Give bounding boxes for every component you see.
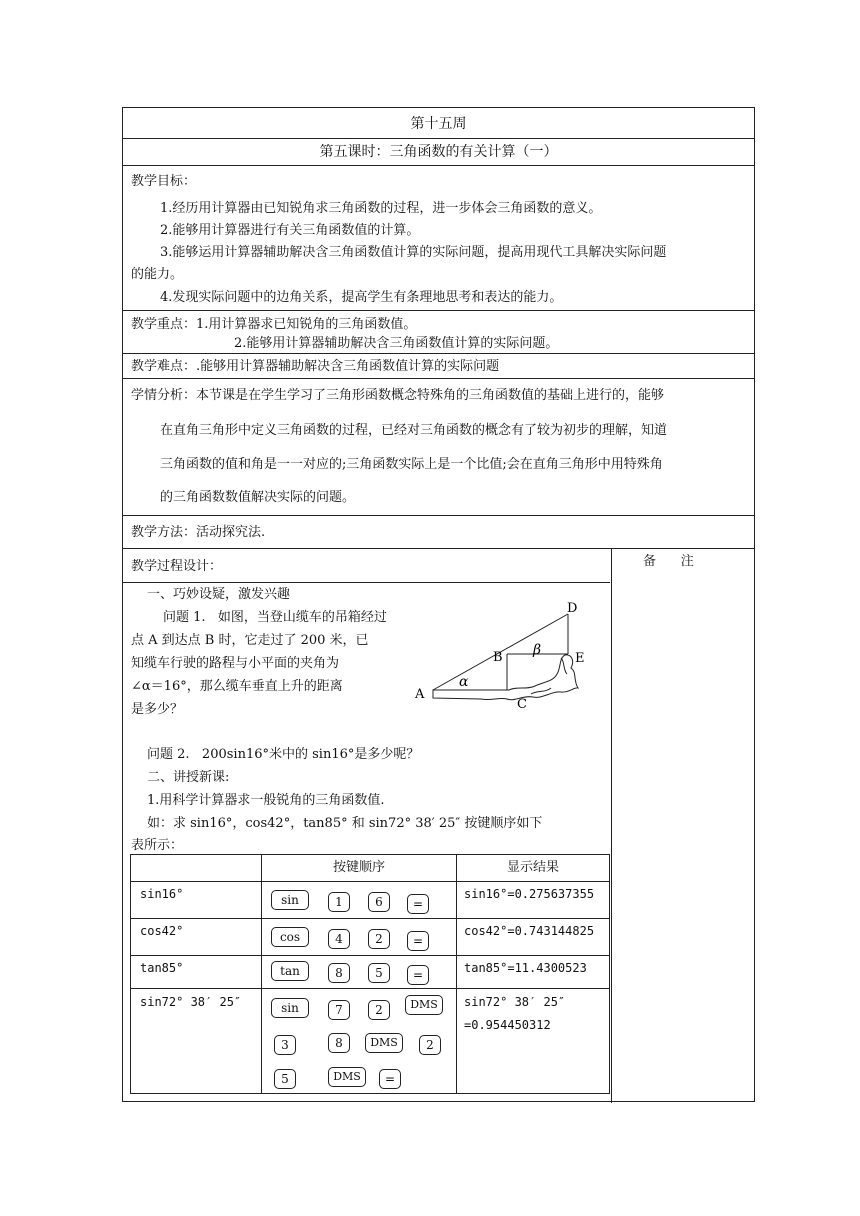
row-divider: [123, 138, 754, 139]
problem1-line: ∠α＝16°，那么缆车垂直上升的距离: [131, 679, 343, 694]
problem1-line: 问题 1. 如图，当登山缆车的吊箱经过: [163, 610, 387, 625]
table-cell-result: sin72° 38′ 25″: [464, 995, 566, 1009]
cable-car-figure: [411, 598, 591, 710]
row-divider: [123, 310, 754, 311]
calc-key: 2: [368, 929, 390, 949]
calc-key: =: [407, 894, 429, 914]
table-header: 按键顺序: [332, 860, 385, 875]
section-heading: 一、巧妙设疑，激发兴趣: [147, 587, 291, 602]
row-divider: [123, 165, 754, 166]
example-line: 表所示：: [131, 838, 184, 853]
figure-label-beta: β: [533, 642, 542, 658]
col-divider: [456, 855, 457, 1093]
table-cell-expr: tan85°: [140, 961, 184, 975]
table-cell-expr: sin72° 38′ 25″: [140, 995, 242, 1009]
objective-item: 2.能够用计算器进行有关三角函数值的计算。: [160, 223, 420, 238]
calc-key: 2: [419, 1035, 441, 1055]
figure-label-A: A: [415, 687, 425, 702]
method-line: 教学方法：活动探究法.: [131, 525, 266, 540]
calc-key: =: [407, 965, 429, 985]
difficulty-line: 教学难点：.能够用计算器辅助解决含三角函数值计算的实际问题: [131, 359, 500, 374]
calc-key: tan: [271, 961, 309, 981]
key-points-line: 2.能够用计算器辅助解决含三角函数值计算的实际问题。: [234, 336, 559, 351]
row-divider: [131, 918, 609, 919]
problem1-line: 点 A 到达点 B 时，它走过了 200 米，已: [131, 633, 369, 648]
objective-item: 3.能够运用计算器辅助解决含三角函数值计算的实际问题，提高用现代工具解决实际问题: [160, 245, 667, 260]
notes-header: 备 注: [643, 554, 694, 569]
analysis-line: 三角函数的值和角是一一对应的;三角函数实际上是一个比值;会在直角三角形中用特殊角: [160, 457, 663, 472]
row-divider: [131, 988, 609, 989]
analysis-line: 在直角三角形中定义三角函数的过程，已经对三角函数的概念有了较为初步的理解，知道: [160, 423, 668, 438]
calc-key: 7: [328, 1000, 350, 1020]
calc-key: DMS: [328, 1067, 366, 1087]
col-divider: [261, 855, 262, 1093]
calc-key: =: [407, 931, 429, 951]
table-cell-result: =0.954450312: [464, 1018, 551, 1032]
table-cell-expr: cos42°: [140, 924, 184, 938]
calc-key: 4: [328, 929, 350, 949]
calc-key: sin: [271, 890, 309, 910]
row-divider: [123, 582, 610, 583]
table-cell-result: tan85°=11.4300523: [464, 961, 587, 975]
objective-item: 的能力。: [131, 267, 184, 282]
calc-key: sin: [271, 998, 309, 1018]
figure-label-alpha: α: [459, 674, 469, 690]
calc-key: 1: [328, 892, 350, 912]
table-cell-result: sin16°=0.275637355: [464, 887, 595, 901]
table-header: 显示结果: [506, 860, 559, 875]
calculator-key-table: [130, 854, 610, 1094]
figure-label-E: E: [575, 651, 585, 666]
objective-item: 4.发现实际问题中的边角关系，提高学生有条理地思考和表达的能力。: [160, 290, 563, 305]
calc-key: 5: [368, 963, 390, 983]
calc-key: 8: [328, 963, 350, 983]
lesson-plan-table: [122, 107, 755, 1102]
objective-item: 1.经历用计算器由已知锐角求三角函数的过程，进一步体会三角函数的意义。: [160, 201, 602, 216]
calc-key: 3: [274, 1035, 296, 1055]
analysis-line: 的三角函数数值解决实际的问题。: [160, 490, 356, 505]
row-divider: [123, 548, 754, 549]
lesson-title: 第五课时：三角函数的有关计算（一）: [319, 144, 558, 160]
figure-label-D: D: [567, 601, 578, 616]
problem1-line: 是多少？: [131, 702, 184, 717]
calc-key: 5: [274, 1069, 296, 1089]
objectives-label: 教学目标：: [131, 174, 197, 189]
subsection-heading: 1.用科学计算器求一般锐角的三角函数值.: [147, 793, 385, 808]
row-divider: [123, 515, 754, 516]
row-divider: [131, 955, 609, 956]
calc-key: =: [379, 1069, 401, 1089]
week-title: 第十五周: [410, 116, 467, 132]
calc-key: 8: [328, 1033, 350, 1053]
table-cell-result: cos42°=0.743144825: [464, 924, 595, 938]
calc-key: 2: [368, 1000, 390, 1020]
calc-key: 6: [368, 892, 390, 912]
key-points-line: 教学重点：1.用计算器求已知锐角的三角函数值。: [131, 317, 417, 332]
calc-key: DMS: [405, 995, 443, 1015]
problem2-line: 问题 2. 200sin16°米中的 sin16°是多少呢？: [147, 747, 420, 762]
notes-column-divider: [611, 548, 612, 1103]
process-label: 教学过程设计：: [131, 559, 223, 574]
calc-key: DMS: [365, 1033, 403, 1053]
figure-label-C: C: [517, 697, 527, 710]
problem1-line: 知缆车行驶的路程与小平面的夹角为: [131, 656, 340, 671]
calc-key: cos: [271, 927, 309, 947]
analysis-line: 学情分析：本节课是在学生学习了三角形函数概念特殊角的三角函数值的基础上进行的，能够: [131, 388, 665, 403]
example-line: 如：求 sin16°，cos42°，tan85° 和 sin72° 38′ 25″ 按键顺序如下: [147, 816, 543, 831]
figure-label-B: B: [493, 650, 503, 665]
row-divider: [123, 378, 754, 379]
table-cell-expr: sin16°: [140, 887, 184, 901]
row-divider: [131, 881, 609, 882]
row-divider: [123, 353, 754, 354]
section-heading: 二、讲授新课:: [147, 770, 230, 785]
